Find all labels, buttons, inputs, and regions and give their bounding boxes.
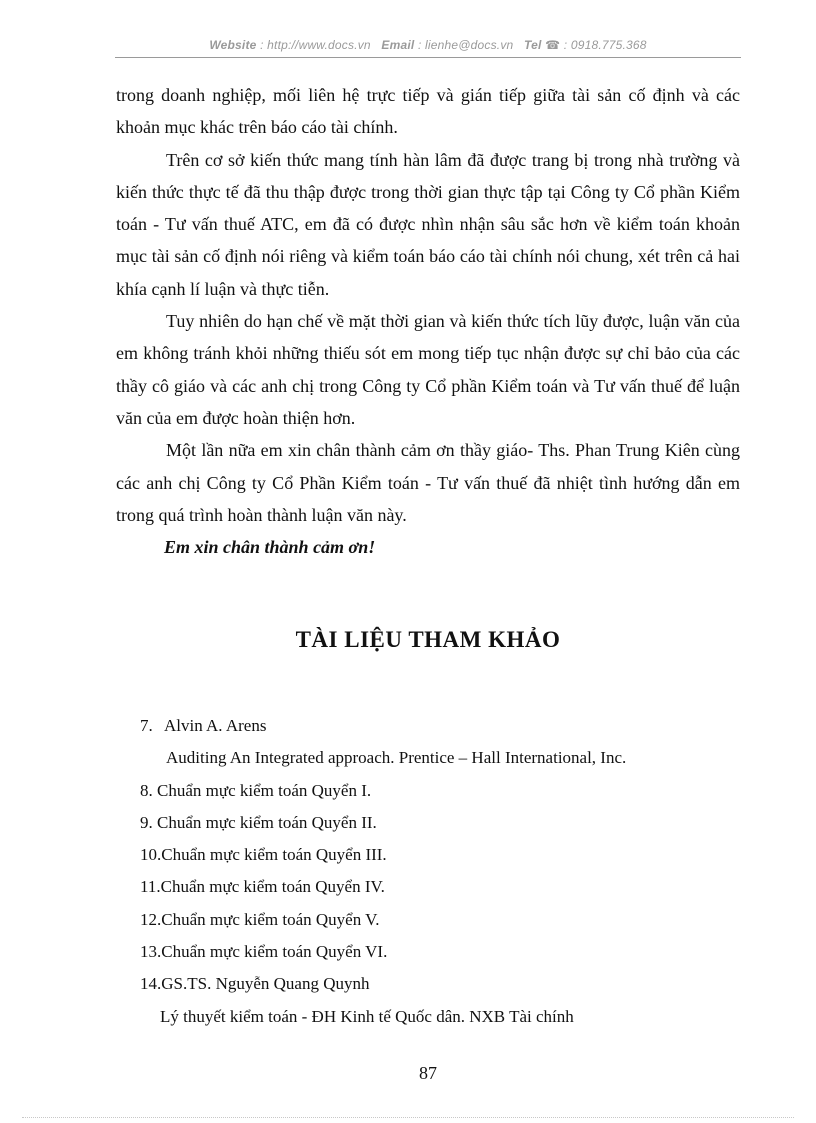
reference-text: Chuẩn mực kiểm toán Quyển I.	[157, 780, 372, 800]
reference-item	[140, 839, 740, 871]
page-header	[115, 38, 741, 52]
reference-number: 9.	[140, 812, 153, 832]
reference-item	[140, 968, 740, 1000]
reference-item	[140, 710, 740, 742]
reference-text: Chuẩn mực kiểm toán Quyển II.	[157, 812, 377, 832]
reference-text: Chuẩn mực kiểm toán Quyển III.	[161, 845, 387, 865]
reference-text: GS.TS. Nguyễn Quang Quynh	[161, 974, 370, 994]
website-value[interactable]: : http://www.docs.vn	[260, 38, 371, 52]
paragraph-2: Trên cơ sở kiến thức mang tính hàn lâm đã được trang bị trong nhà trường và kiến thức thực tế đã thu thập được trong thời gian thực tập tại Công ty Cổ phần Kiểm toán - Tư vấn thuế ATC, em đã có được nhìn nhận sâu sắc hơn về kiểm toán khoản mục tài sản cố định nói riêng và kiểm toán báo cáo tài chính nói chung, xét trên cả hai khía cạnh lí luận và thực tiễn.	[116, 149, 740, 299]
footer-divider	[22, 1117, 794, 1118]
email-value[interactable]: : lienhe@docs.vn	[417, 38, 514, 52]
page-number: 87	[419, 1063, 437, 1083]
reference-text: Chuẩn mực kiểm toán Quyển VI.	[161, 942, 388, 962]
tel-value: ☎ : 0918.775.368	[545, 38, 647, 52]
reference-number: 14.	[140, 974, 162, 994]
thanks-line: Em xin chân thành cảm ơn!	[164, 537, 376, 558]
paragraph-4: Một lần nữa em xin chân thành cảm ơn thầy giáo- Ths. Phan Trung Kiên cùng các anh chị Công ty Cổ Phần Kiểm toán - Tư vấn thuế đã nhiệt tình hướng dẫn em trong quá trình hoàn thành luận văn này.	[116, 440, 740, 525]
body-text	[116, 79, 740, 563]
reference-item	[140, 775, 740, 807]
email-label: Email	[381, 38, 415, 52]
website-label: Website	[209, 38, 257, 52]
paragraph-3: Tuy nhiên do hạn chế về mặt thời gian và kiến thức tích lũy được, luận văn của em không tránh khỏi những thiếu sót em mong tiếp tục nhận được sự chỉ bảo của các thầy cô giáo và các anh chị trong Công ty Cổ phần Kiểm toán và Tư vấn thuế để luận văn của em được hoàn thiện hơn.	[116, 311, 740, 428]
reference-number: 7.	[140, 716, 153, 735]
reference-item	[140, 807, 740, 839]
header-divider	[115, 57, 741, 58]
reference-number: 12.	[140, 909, 162, 929]
references-title: TÀI LIỆU THAM KHẢO	[295, 627, 561, 652]
reference-subline: Auditing An Integrated approach. Prentice – Hall International, Inc.	[166, 748, 627, 768]
reference-text: Chuẩn mực kiểm toán Quyển V.	[161, 909, 380, 929]
reference-subline: Lý thuyết kiểm toán - ĐH Kinh tế Quốc dân. NXB Tài chính	[160, 1006, 574, 1026]
references-list	[140, 710, 740, 1033]
reference-item	[140, 904, 740, 936]
reference-text: Chuẩn mực kiểm toán Quyển IV.	[160, 877, 385, 897]
reference-number: 13.	[140, 942, 162, 962]
reference-text: Alvin A. Arens	[164, 716, 267, 735]
reference-number: 11.	[140, 877, 161, 897]
paragraph-1: trong doanh nghiệp, mối liên hệ trực tiếp và gián tiếp giữa tài sản cố định và các khoản mục khác trên báo cáo tài chính.	[116, 85, 740, 138]
reference-number: 8.	[140, 780, 153, 800]
reference-number: 10.	[140, 845, 162, 865]
reference-item	[140, 936, 740, 968]
tel-label: Tel	[524, 38, 542, 52]
reference-item	[140, 871, 740, 903]
